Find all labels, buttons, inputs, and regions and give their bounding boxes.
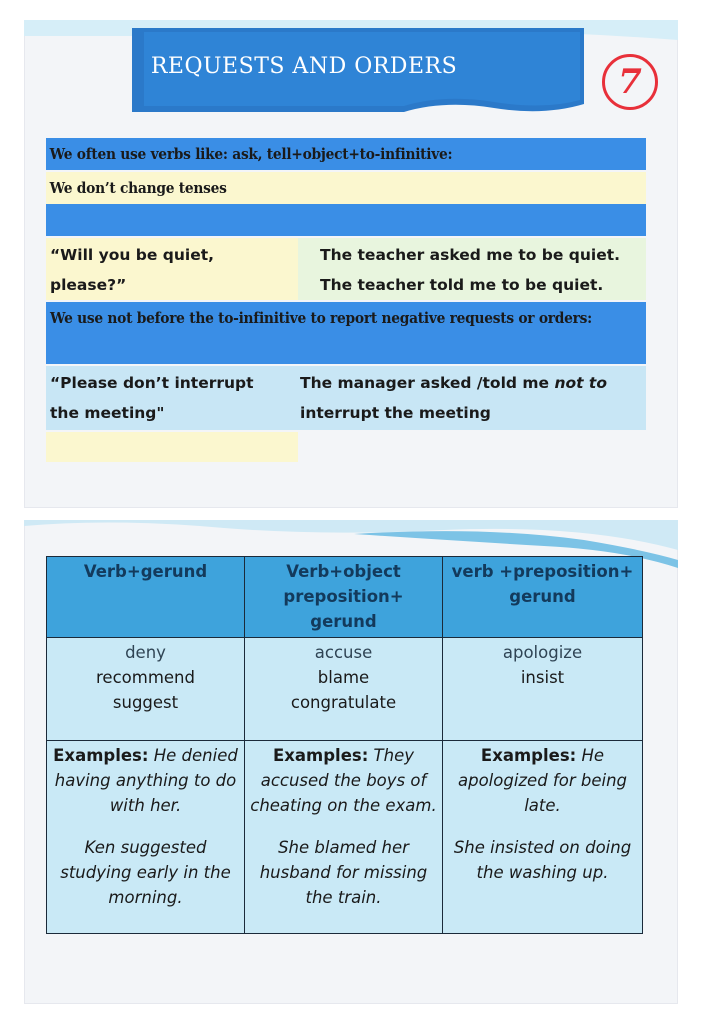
example2-reported-line2: interrupt the meeting — [300, 404, 491, 422]
example2-reported-cell — [296, 366, 646, 430]
verb-item: insist — [520, 668, 565, 687]
example-sentence: He denied having anything to do with her. — [54, 746, 238, 815]
empty-blue-band — [46, 204, 646, 236]
example-sentence: Ken suggested studying early in the morning. — [60, 838, 231, 907]
gerund-table — [46, 556, 643, 934]
slide-gerund-table — [24, 520, 678, 1004]
example2-reported-line1 — [300, 368, 642, 398]
table-row-verbs — [47, 638, 643, 741]
verb-item: congratulate — [290, 693, 397, 712]
slide-requests-and-orders — [24, 20, 678, 508]
verbs-cell-3 — [443, 638, 643, 741]
example2-direct-cell — [46, 366, 284, 430]
example-sentence: They accused the boys of cheating on the exam. — [250, 746, 437, 815]
verb-item: apologize — [502, 643, 583, 662]
examples-cell-3 — [443, 741, 643, 934]
empty-yellow-band — [46, 432, 298, 462]
rule-band-verbs — [46, 138, 646, 170]
rule-band-negative — [46, 302, 646, 364]
rule-verbs-text: We often use verbs like: ask, tell+object+to-infinitive: — [49, 145, 453, 163]
verbs-cell-1 — [47, 638, 245, 741]
title-banner — [24, 20, 678, 140]
example-sentence: She insisted on doing the washing up. — [453, 838, 632, 882]
examples-label: Examples: — [480, 746, 577, 765]
example1-reported-asked: The teacher asked me to be quiet. — [320, 246, 621, 264]
examples-cell-1 — [47, 741, 245, 934]
page-number-badge: 7 — [602, 54, 658, 110]
verb-item: blame — [317, 668, 370, 687]
examples-cell-2 — [245, 741, 443, 934]
verb-item: accuse — [314, 643, 373, 662]
page-title: REQUESTS AND ORDERS — [150, 54, 458, 79]
rule-tenses-text: We don’t change tenses — [49, 179, 227, 197]
verbs-cell-2 — [245, 638, 443, 741]
example-paragraph — [248, 743, 439, 818]
rule-negative-text: We use not before the to-infinitive to report negative requests or orders: — [50, 309, 592, 327]
rule-band-tenses — [46, 172, 646, 204]
examples-label: Examples: — [53, 746, 149, 765]
example2-reported-emphasis: not to — [554, 374, 607, 392]
example1-direct-cell — [46, 238, 298, 300]
header-verb-gerund: Verb+gerund — [47, 557, 245, 638]
example1-direct-speech: “Will you be quiet, please?” — [50, 246, 215, 294]
example-sentence: He apologized for being late. — [457, 746, 628, 815]
header-verb-object-preposition-gerund: Verb+object preposition+ gerund — [245, 557, 443, 638]
example2-direct-speech: “Please don’t interrupt the meeting" — [50, 374, 254, 422]
example-paragraph — [50, 743, 241, 818]
examples-label: Examples: — [272, 746, 369, 765]
example1-reported-told: The teacher told me to be quiet. — [320, 276, 604, 294]
verb-item: deny — [125, 643, 166, 662]
table-row-examples — [47, 741, 643, 934]
verb-item: suggest — [112, 693, 179, 712]
example-paragraph — [446, 743, 639, 818]
example1-reported-cell — [298, 238, 646, 300]
header-verb-preposition-gerund: verb +preposition+ gerund — [443, 557, 643, 638]
example2-reported-prefix: The manager asked /told me — [300, 374, 555, 392]
example-sentence: She blamed her husband for missing the train. — [259, 838, 428, 907]
table-header-row — [47, 557, 643, 638]
verb-item: recommend — [96, 668, 195, 687]
